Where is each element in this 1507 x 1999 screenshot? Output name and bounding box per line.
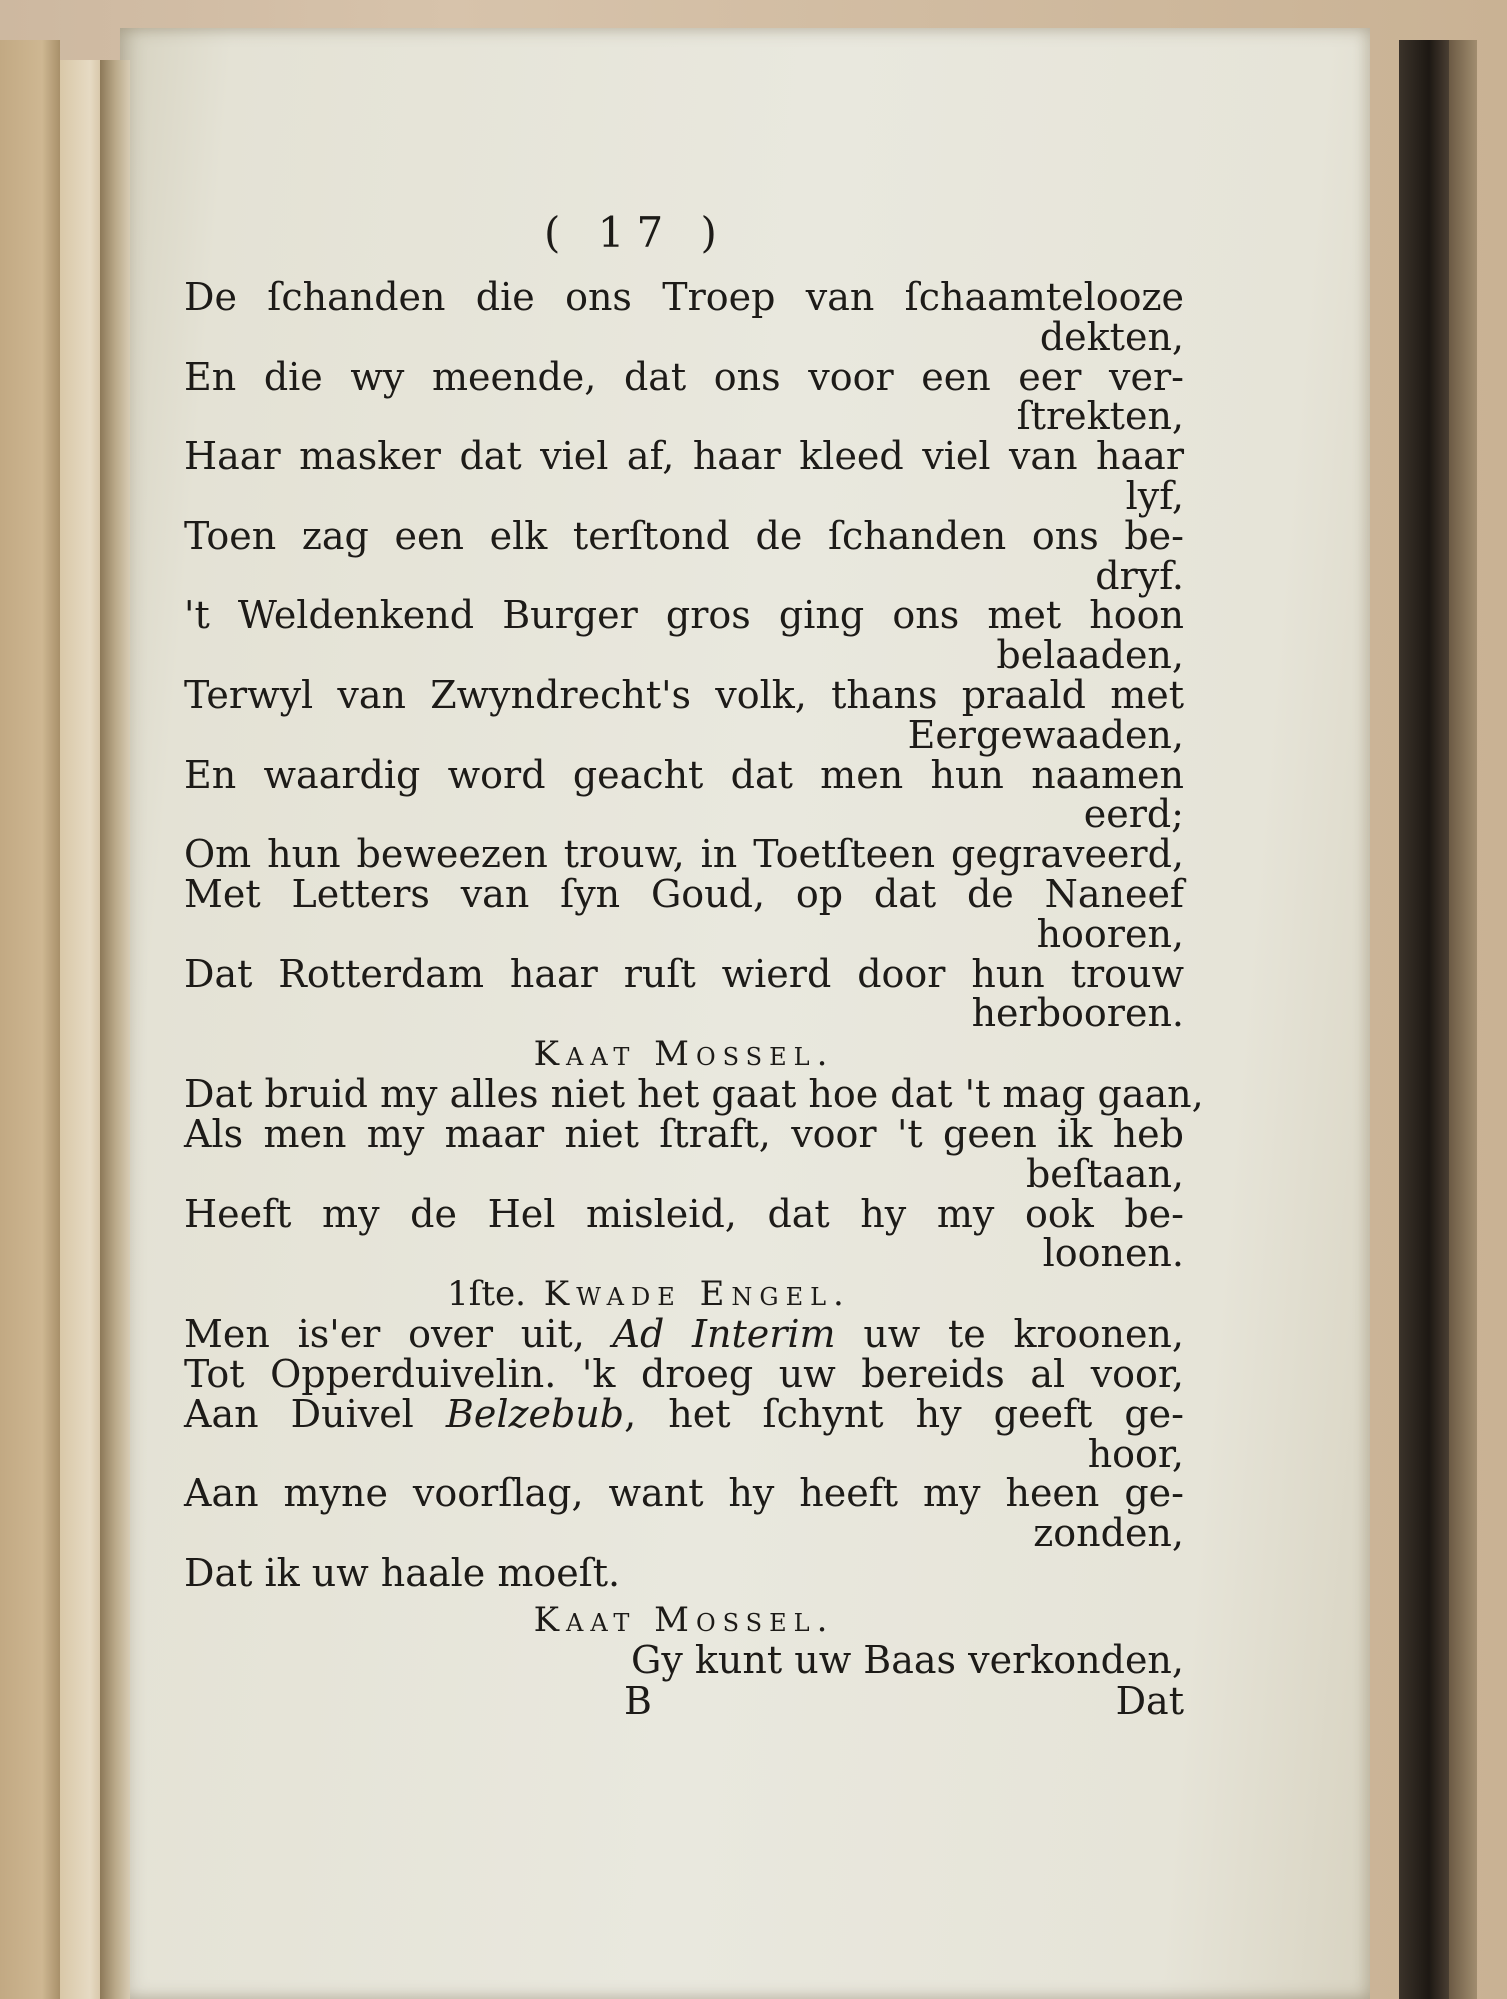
speaker-heading xyxy=(114,1274,1184,1315)
verse-continuation: Eergewaaden, xyxy=(907,712,1184,757)
verse-line: Gy kunt uw Baas verkonden, xyxy=(631,1637,1184,1682)
verse-line: Toen zag een elk terſtond de ſchanden ons be- xyxy=(184,513,1184,558)
verse-continuation: beſtaan, xyxy=(1025,1151,1184,1196)
left-page-edge xyxy=(0,40,60,1999)
book-spine xyxy=(1399,40,1449,1999)
verse-line: Als men my maar niet ſtraft, voor 't geen ik heb xyxy=(184,1111,1184,1156)
verse-line xyxy=(184,1312,1184,1357)
verse-continuation: hoor, xyxy=(1087,1431,1184,1476)
catchword: Dat xyxy=(1115,1678,1184,1723)
verse-line: En die wy meende, dat ons voor een eer ver- xyxy=(184,354,1184,399)
verse-text: , het ſchynt hy geeft ge- xyxy=(624,1391,1184,1436)
verse-continuation: zonden, xyxy=(1033,1511,1184,1556)
verse-line: Tot Opperduivelin. 'k droeg uw bereids al voor, xyxy=(184,1351,1184,1396)
verse-line: 't Weldenkend Burger gros ging ons met hoon xyxy=(184,593,1184,638)
page-footer xyxy=(184,1678,1184,1723)
verse-line: Heeft my de Hel misleid, dat hy my ook be- xyxy=(184,1191,1184,1236)
page-number: ( 17 ) xyxy=(544,208,729,257)
speaker-name: Kaat Mossel. xyxy=(533,1034,835,1075)
verse-line: Dat Rotterdam haar ruſt wierd door hun trouw xyxy=(184,951,1184,996)
verse-line: Dat ik uw haale moeſt. xyxy=(184,1550,621,1595)
verse-line: Aan myne voorſlag, want hy heeft my heen ge- xyxy=(184,1471,1184,1516)
page-gutter xyxy=(100,60,130,1999)
verse-text: Men is'er over uit, xyxy=(184,1312,613,1357)
book-edge xyxy=(1449,40,1477,1999)
verse-continuation: dekten, xyxy=(1039,314,1184,359)
verse-continuation: ſtrekten, xyxy=(1016,394,1184,439)
verse-line: Om hun beweezen trouw, in Toetſteen gegraveerd, xyxy=(184,832,1184,877)
verse-continuation: belaaden, xyxy=(996,633,1184,678)
verse-continuation: loonen. xyxy=(1042,1231,1184,1276)
verse-continuation: dryf. xyxy=(1095,553,1184,598)
speaker-prefix: 1ſte. xyxy=(447,1274,526,1315)
verse-continuation: lyf, xyxy=(1125,473,1184,518)
verse-line: Dat bruid my alles niet het gaat hoe dat 't mag gaan, xyxy=(184,1072,1204,1117)
verse-continuation: eerd; xyxy=(1083,792,1184,837)
page-text xyxy=(184,208,1204,1723)
verse-line: En waardig word geacht dat men hun naamen xyxy=(184,752,1184,797)
speaker-heading xyxy=(184,1034,1184,1075)
signature-mark: B xyxy=(624,1678,652,1723)
speaker-name: Kaat Mossel. xyxy=(533,1599,835,1640)
verse-line: Met Letters van ſyn Goud, op dat de Naneef xyxy=(184,871,1184,916)
speaker-heading xyxy=(184,1600,1184,1641)
verse-continuation: herbooren. xyxy=(971,991,1184,1036)
verse-line: Terwyl van Zwyndrecht's volk, thans praald met xyxy=(184,672,1184,717)
verse-line: De ſchanden die ons Troep van ſchaamtelooze xyxy=(184,275,1184,319)
verse-text: Aan Duivel xyxy=(184,1391,446,1436)
verse-text-italic: Ad Interim xyxy=(612,1312,836,1357)
speaker-name: Kwade Engel. xyxy=(543,1274,851,1315)
verse-continuation: hooren, xyxy=(1036,911,1184,956)
verse-line: Haar masker dat viel af, haar kleed viel van haar xyxy=(184,434,1184,479)
verse-line xyxy=(184,1391,1184,1436)
book-page xyxy=(120,28,1370,1999)
verse-text-italic: Belzebub xyxy=(445,1391,625,1436)
verse-text: uw te kroonen, xyxy=(835,1312,1184,1357)
